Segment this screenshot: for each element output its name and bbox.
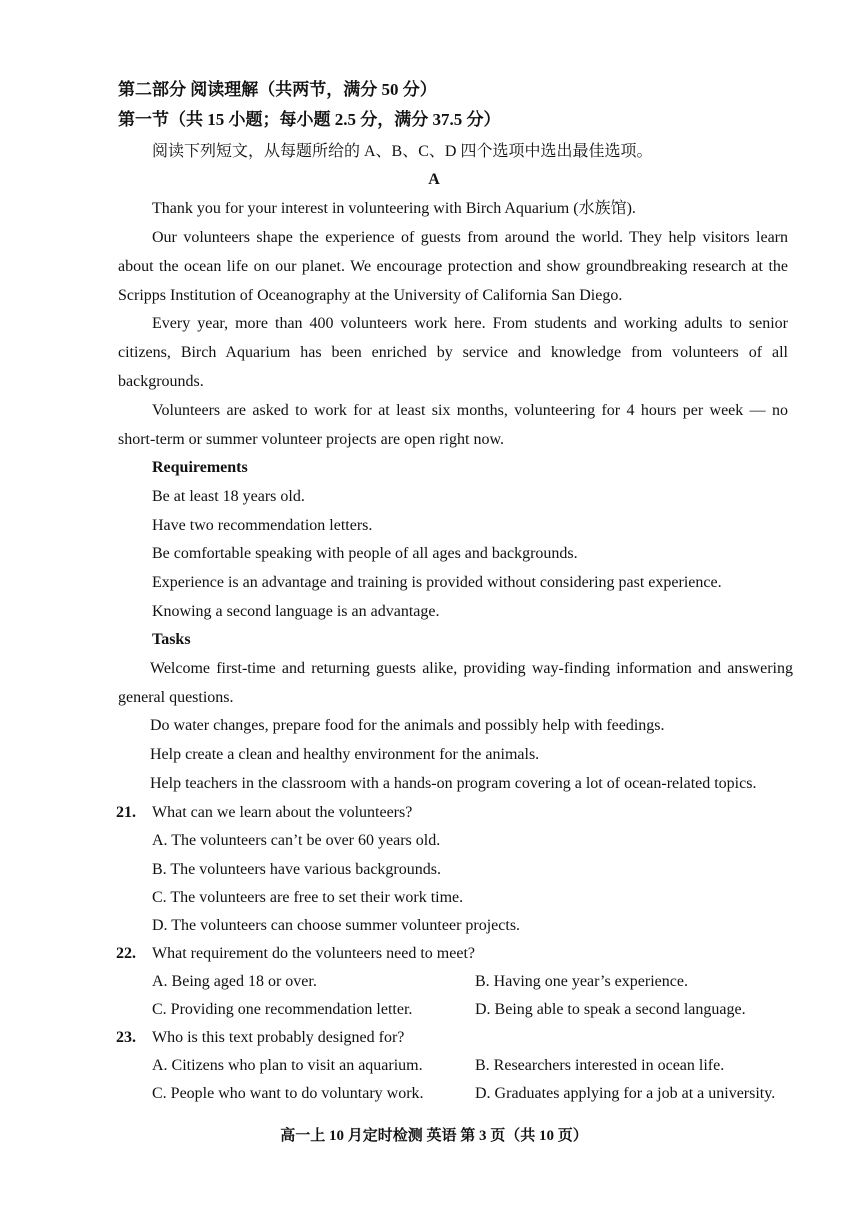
instruction: 阅读下列短文，从每题所给的 A、B、C、D 四个选项中选出最佳选项。 [152,143,653,160]
requirement-item: Be at least 18 years old. [152,488,305,505]
task-item: Help create a clean and healthy environment for the animals. [150,746,540,763]
requirement-item: Knowing a second language is an advantage. [152,603,440,620]
paragraph-1: Thank you for your interest in volunteering with Birch Aquarium (水族馆). [152,200,636,217]
option-c: C. Providing one recommendation letter. [152,1001,413,1018]
task-item: Do water changes, prepare food for the animals and possibly help with feedings. [150,717,665,734]
task-item: Help teachers in the classroom with a hands-on program covering a lot of ocean-related topics. [150,775,757,792]
paragraph-2-line-3: Scripps Institution of Oceanography at the University of California San Diego. [118,287,623,304]
question-stem: What can we learn about the volunteers? [152,804,413,821]
option-a: A. Being aged 18 or over. [152,973,317,990]
paragraph-3-line-1: Every year, more than 400 volunteers work here. From students and working adults to senior [152,315,788,332]
task-item: Welcome first-time and returning guests alike, providing way-finding information and answering [150,660,793,677]
requirements-heading: Requirements [152,459,248,476]
option-c: C. People who want to do voluntary work. [152,1085,424,1102]
paragraph-4-line-2: short-term or summer volunteer projects are open right now. [118,431,504,448]
option-d: D. Being able to speak a second language. [475,1001,746,1018]
option-d: D. Graduates applying for a job at a university. [475,1085,776,1102]
option-a: A. The volunteers can’t be over 60 years old. [152,832,441,849]
question-number: 21. [116,804,136,821]
option-a: A. Citizens who plan to visit an aquarium. [152,1057,423,1074]
paragraph-3-line-2: citizens, Birch Aquarium has been enriched by service and knowledge from volunteers of all [118,344,788,361]
question-number: 23. [116,1029,136,1046]
requirement-item: Have two recommendation letters. [152,517,373,534]
option-b: B. The volunteers have various backgrounds. [152,861,441,878]
question-number: 22. [116,945,136,962]
paragraph-3-line-3: backgrounds. [118,373,204,390]
option-b: B. Having one year’s experience. [475,973,688,990]
part-title: 第二部分 阅读理解（共两节，满分 50 分） [118,80,437,99]
paragraph-2-line-1: Our volunteers shape the experience of guests from around the world. They help visitors learn [152,229,788,246]
requirement-item: Experience is an advantage and training is provided without considering past experience. [152,574,722,591]
option-b: B. Researchers interested in ocean life. [475,1057,725,1074]
page-footer: 高一上 10 月定时检测 英语 第 3 页（共 10 页） [280,1128,588,1144]
question-stem: Who is this text probably designed for? [152,1029,405,1046]
passage-letter: A [428,171,440,188]
paragraph-4-line-1: Volunteers are asked to work for at least six months, volunteering for 4 hours per week — no [152,402,788,419]
tasks-heading: Tasks [152,631,191,648]
option-c: C. The volunteers are free to set their work time. [152,889,464,906]
option-d: D. The volunteers can choose summer volunteer projects. [152,917,521,934]
task-item-continued: general questions. [118,689,234,706]
paragraph-2-line-2: about the ocean life on our planet. We encourage protection and show groundbreaking research at the [118,258,788,275]
requirement-item: Be comfortable speaking with people of all ages and backgrounds. [152,545,578,562]
section-title: 第一节（共 15 小题；每小题 2.5 分，满分 37.5 分） [118,110,501,129]
question-stem: What requirement do the volunteers need to meet? [152,945,475,962]
